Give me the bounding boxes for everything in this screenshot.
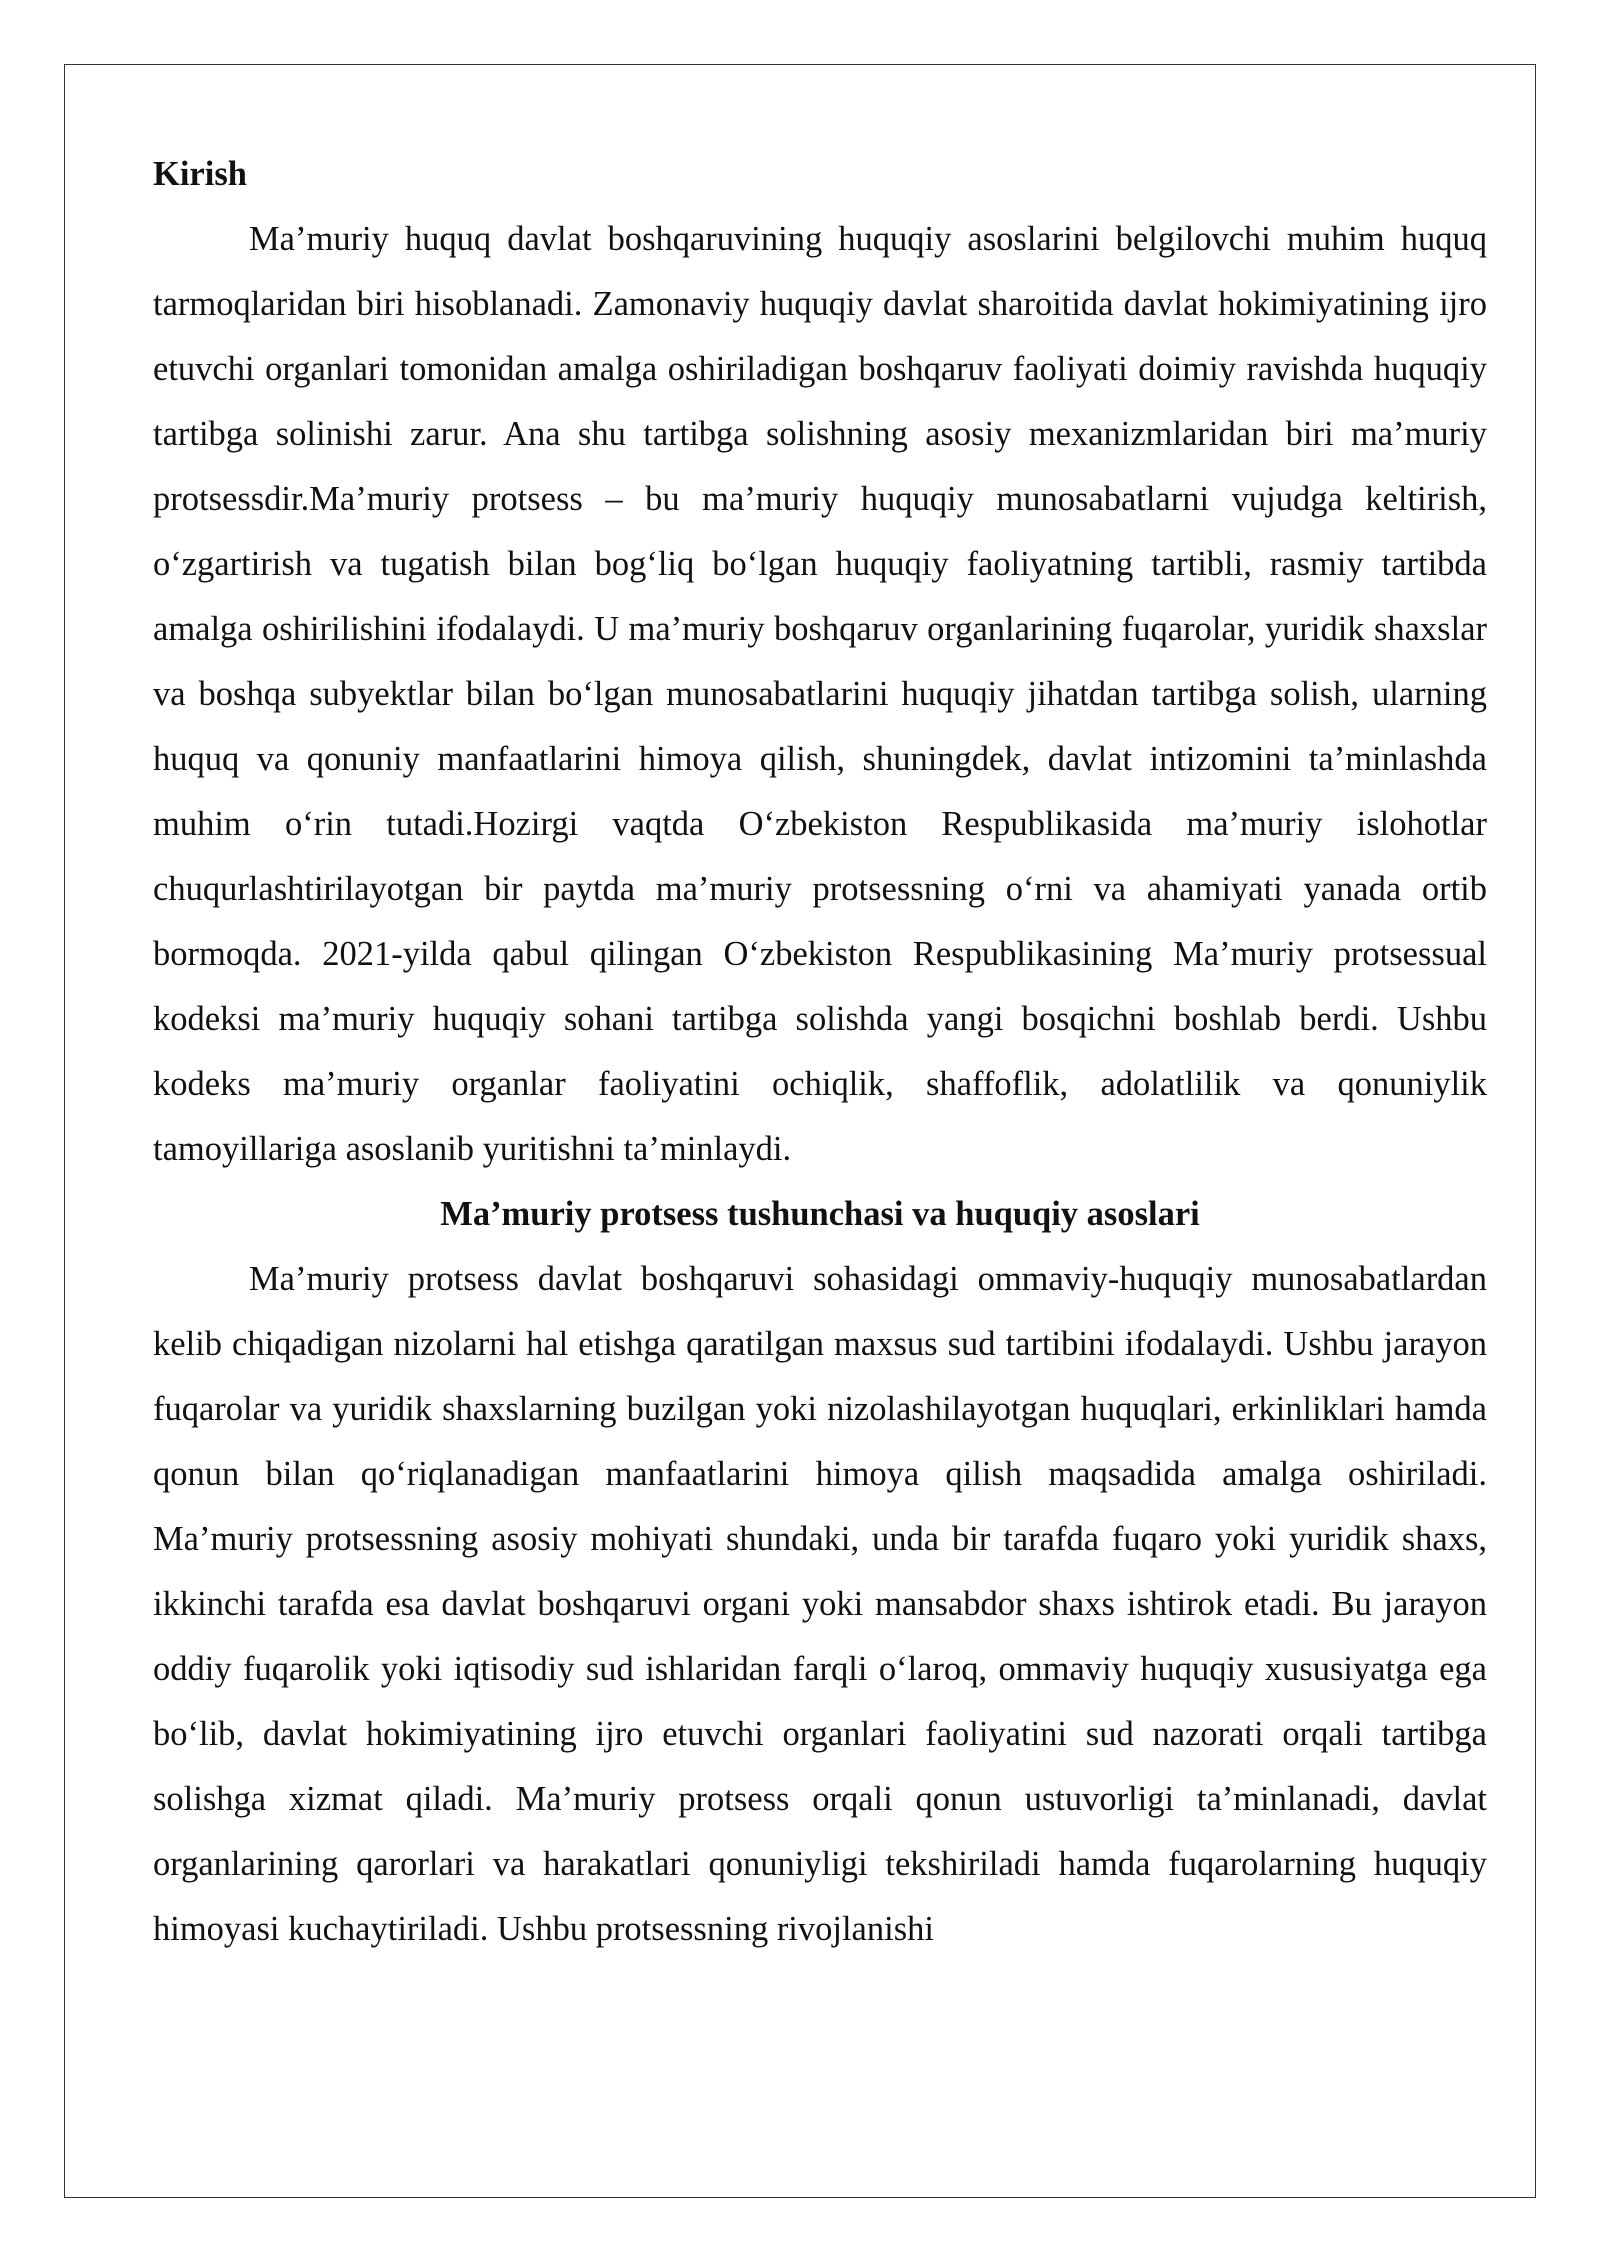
section-heading: Ma’muriy protsess tushunchasi va huquqiy asoslari [440,1195,1200,1233]
document-body [153,142,1487,1962]
intro-paragraph: Ma’muriy huquq davlat boshqaruvining huquqiy asoslarini belgilovchi muhim huquq tarmoqlaridan biri hisoblanadi. Zamonaviy huquqiy davlat sharoitida davlat hokimiyatining ijro etuvchi organlari tomonidan amalga oshiriladigan boshqaruv faoliyati doimiy ravishda huquqiy tartibga solinishi zarur. Ana shu tartibga solishning asosiy mexanizmlaridan biri ma’muriy protsessdir.Ma’muriy protsess – bu ma’muriy huquqiy munosabatlarni vujudga keltirish, oʻzgartirish va tugatish bilan bogʻliq boʻlgan huquqiy faoliyatning tartibli, rasmiy tartibda amalga oshirilishini ifodalaydi. U ma’muriy boshqaruv organlarining fuqarolar, yuridik shaxslar va boshqa subyektlar bilan boʻlgan munosabatlarini huquqiy jihatdan tartibga solish, ularning huquq va qonuniy manfaatlarini himoya qilish, shuningdek, davlat intizomini ta’minlashda muhim oʻrin tutadi.Hozirgi vaqtda Oʻzbekiston Respublikasida ma’muriy islohotlar chuqurlashtirilayotgan bir paytda ma’muriy protsessning oʻrni va ahamiyati yanada ortib bormoqda. 2021-yilda qabul qilingan Oʻzbekiston Respublikasining Ma’muriy protsessual kodeksi ma’muriy huquqiy sohani tartibga solishda yangi bosqichni boshlab berdi. Ushbu kodeks ma’muriy organlar faoliyatini ochiqlik, shaffoflik, adolatlilik va qonuniylik tamoyillariga asoslanib yuritishni ta’minlaydi. [153,220,1487,1168]
section-paragraph: Ma’muriy protsess davlat boshqaruvi sohasidagi ommaviy-huquqiy munosabatlardan kelib chiqadigan nizolarni hal etishga qaratilgan maxsus sud tartibini ifodalaydi. Ushbu jarayon fuqarolar va yuridik shaxslarning buzilgan yoki nizolashilayotgan huquqlari, erkinliklari hamda qonun bilan qoʻriqlanadigan manfaatlarini himoya qilish maqsadida amalga oshiriladi. Ma’muriy protsessning asosiy mohiyati shundaki, unda bir tarafda fuqaro yoki yuridik shaxs, ikkinchi tarafda esa davlat boshqaruvi organi yoki mansabdor shaxs ishtirok etadi. Bu jarayon oddiy fuqarolik yoki iqtisodiy sud ishlaridan farqli oʻlaroq, ommaviy huquqiy xususiyatga ega boʻlib, davlat hokimiyatining ijro etuvchi organlari faoliyatini sud nazorati orqali tartibga solishga xizmat qiladi. Ma’muriy protsess orqali qonun ustuvorligi ta’minlanadi, davlat organlarining qarorlari va harakatlari qonuniyligi tekshiriladi hamda fuqarolarning huquqiy himoyasi kuchaytiriladi. Ushbu protsessning rivojlanishi [153,1260,1487,1948]
intro-heading: Kirish [153,155,247,193]
